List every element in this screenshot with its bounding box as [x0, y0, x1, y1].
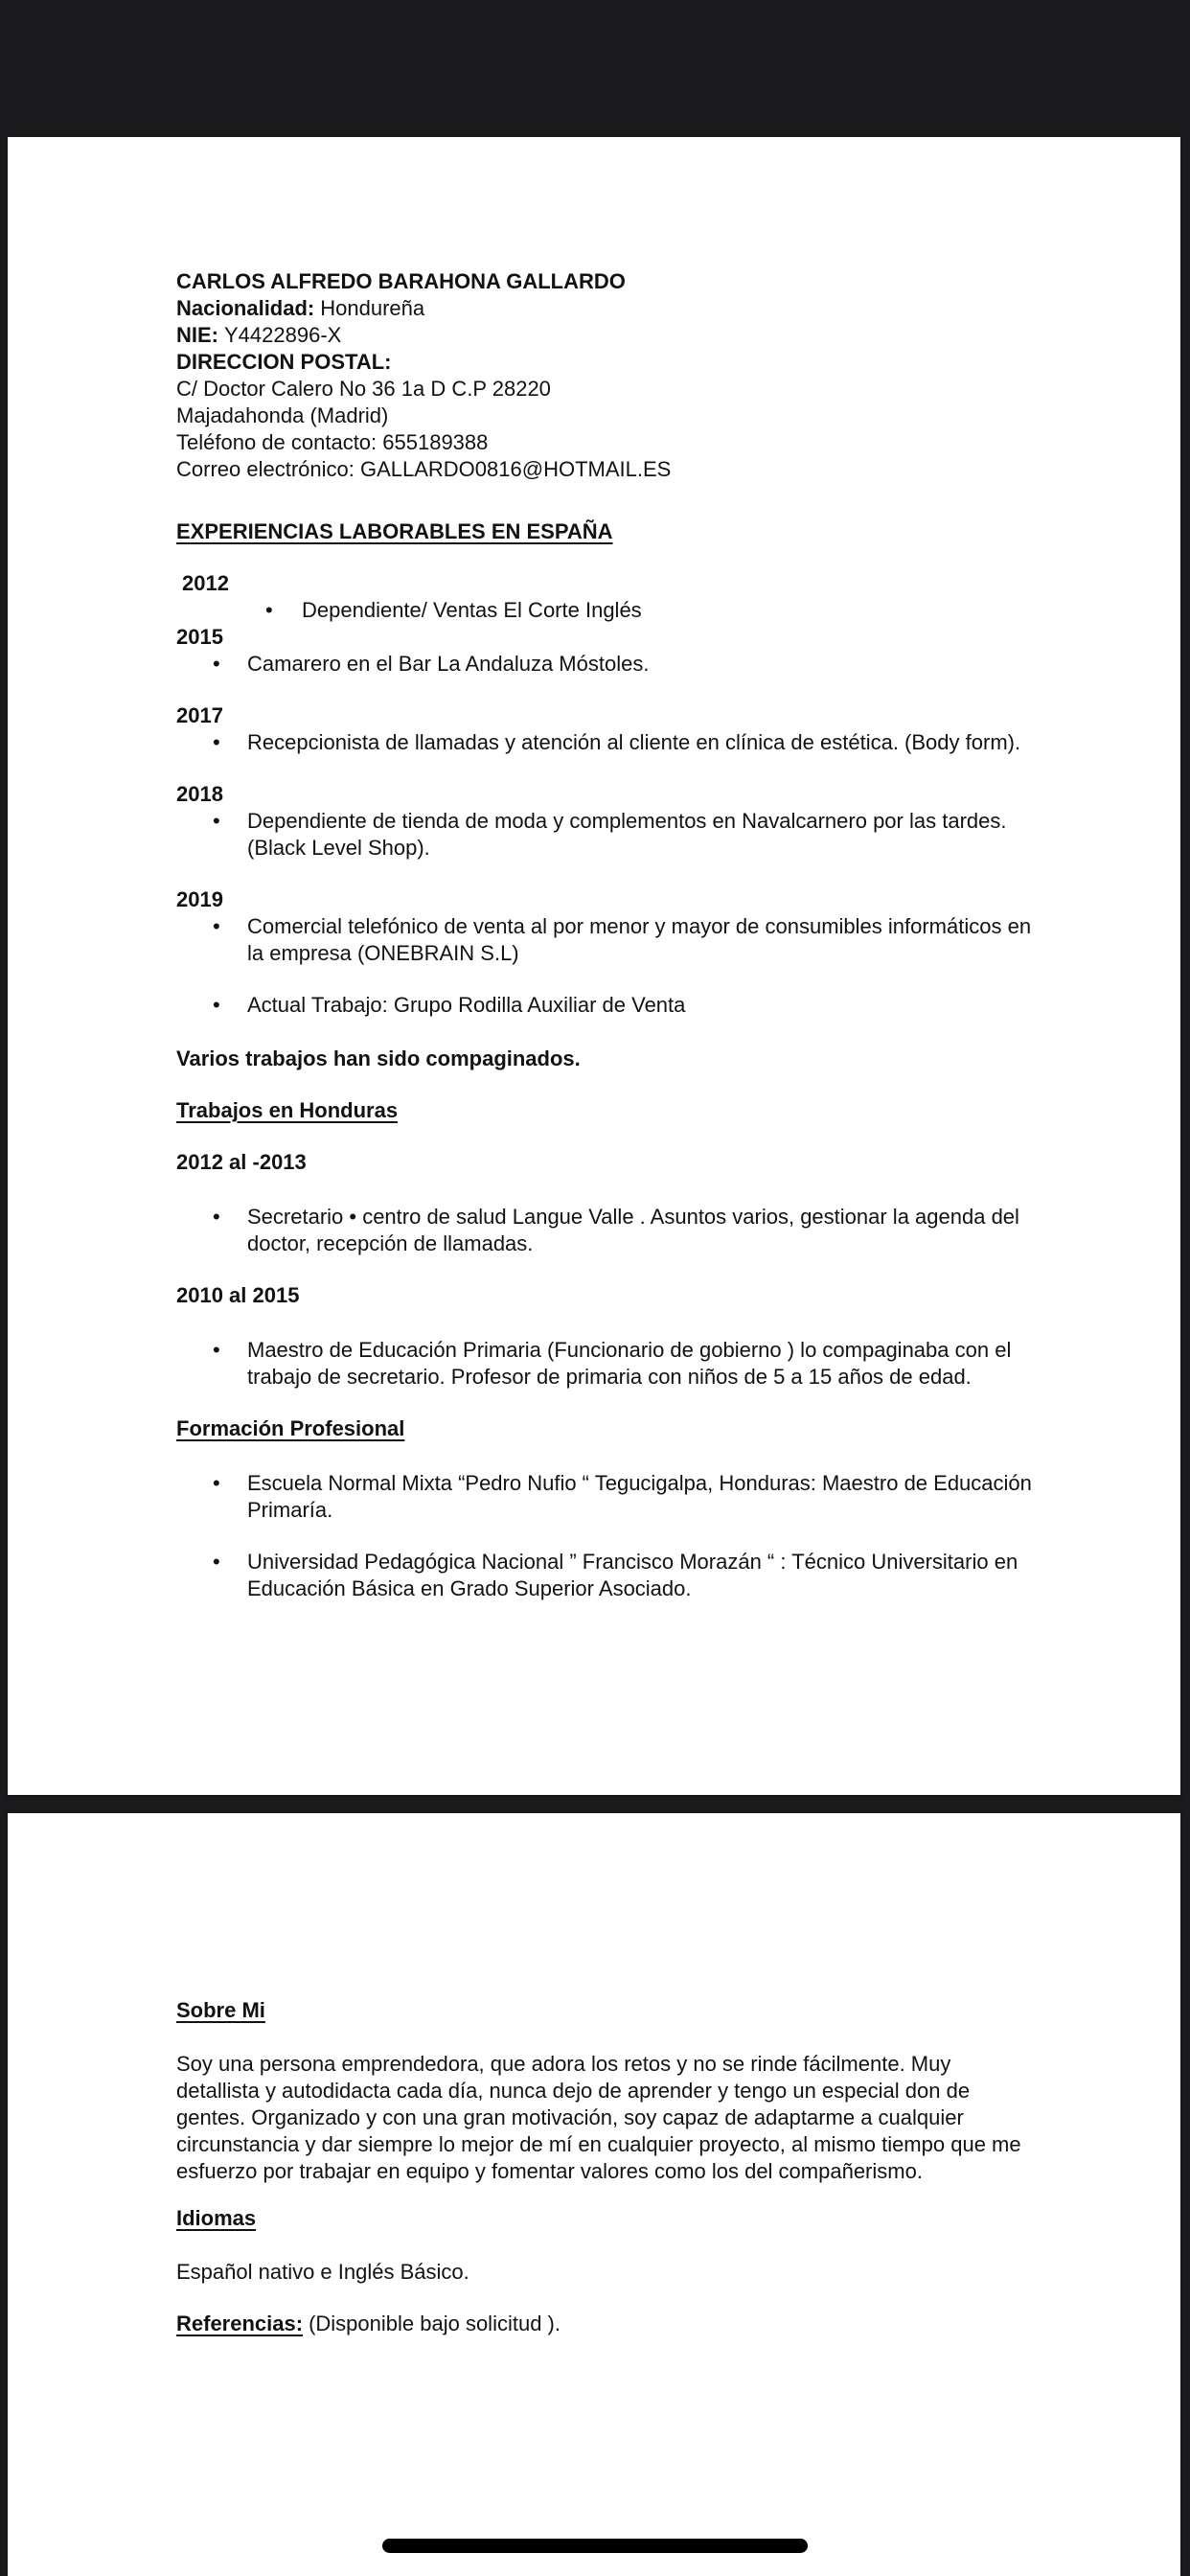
- person-name: CARLOS ALFREDO BARAHONA GALLARDO: [176, 269, 626, 293]
- address-line-1: C/ Doctor Calero No 36 1a D C.P 28220: [176, 377, 551, 401]
- job-bullet: [176, 913, 1033, 967]
- address-line-2: Majadahonda (Madrid): [176, 403, 389, 427]
- job-bullet-text: Comercial telefónico de venta al por menor y mayor de consumibles informáticos en la empresa (ONEBRAIN S.L): [247, 914, 1032, 965]
- section-heading-formacion-profesional: Formación Profesional: [176, 1416, 405, 1440]
- nationality-value: Hondureña: [320, 296, 425, 320]
- job-bullet-text: Camarero en el Bar La Andaluza Móstoles.: [247, 652, 650, 676]
- job-year: 2017: [176, 703, 223, 727]
- section-heading-sobre-mi: Sobre Mi: [176, 1998, 265, 2022]
- job-bullet: [176, 729, 1033, 756]
- job-year: 2018: [176, 782, 223, 806]
- job-bullet: [176, 1337, 1033, 1391]
- job-year: 2012: [182, 571, 229, 595]
- job-bullet-text: Secretario • centro de salud Langue Valle . Asuntos varios, gestionar la agenda del doctor, recepción de llamadas.: [247, 1205, 1019, 1255]
- page-1-content: [8, 137, 1180, 1602]
- job-bullet: [176, 597, 1033, 624]
- job-bullet: [176, 992, 1033, 1019]
- languages-line: Español nativo e Inglés Básico.: [176, 2260, 469, 2284]
- job-year: 2019: [176, 887, 223, 911]
- education-bullet-text: Escuela Normal Mixta “Pedro Nufio “ Tegucigalpa, Honduras: Maestro de Educación Primaría.: [247, 1471, 1032, 1522]
- job-bullet-text: Recepcionista de llamadas y atención al cliente en clínica de estética. (Body form).: [247, 730, 1021, 754]
- job-period: 2010 al 2015: [176, 1283, 300, 1307]
- section-heading-idiomas: Idiomas: [176, 2206, 257, 2230]
- job-period: 2012 al -2013: [176, 1150, 307, 1174]
- references-line: [176, 2311, 1033, 2337]
- email-line: Correo electrónico: GALLARDO0816@HOTMAIL.ES: [176, 457, 672, 481]
- job-bullet-text: Dependiente/ Ventas El Corte Inglés: [302, 598, 642, 622]
- job-bullet: [176, 651, 1033, 678]
- job-bullet-text: Maestro de Educación Primaria (Funcionario de gobierno ) lo compaginaba con el trabajo de secretario. Profesor de primaria con niños de 5 a 15 años de edad.: [247, 1338, 1012, 1389]
- nie-value: Y4422896-X: [224, 323, 342, 347]
- about-paragraph: Soy una persona emprendedora, que adora los retos y no se rinde fácilmente. Muy detallista y autodidacta cada día, nunca dejo de aprender y tengo un especial don de gentes. Organizado y con una gran motivación, soy capaz de adaptarme a cualquier circunstancia y dar siempre lo mejor de mí en cualquier proyecto, al mismo tiempo que me esfuerzo por trabajar en equipo y fomentar valores como los del compañerismo.: [176, 2052, 1021, 2183]
- job-year: 2015: [176, 625, 223, 649]
- home-indicator[interactable]: [382, 2539, 808, 2553]
- postal-address-label: DIRECCION POSTAL:: [176, 350, 392, 374]
- document-page-2: [8, 1813, 1180, 2576]
- document-page-1: [8, 137, 1180, 1795]
- job-bullet-text: Actual Trabajo: Grupo Rodilla Auxiliar de Venta: [247, 993, 686, 1017]
- nie-label: NIE:: [176, 323, 218, 347]
- education-bullet: [176, 1549, 1033, 1602]
- phone-line: Teléfono de contacto: 655189388: [176, 430, 489, 454]
- section-heading-trabajos-honduras: Trabajos en Honduras: [176, 1098, 399, 1122]
- section-heading-experiencias-espana: EXPERIENCIAS LABORABLES EN ESPAÑA: [176, 519, 613, 543]
- education-bullet-text: Universidad Pedagógica Nacional ” Francisco Morazán “ : Técnico Universitario en Educación Básica en Grado Superior Asociado.: [247, 1550, 1018, 1600]
- education-bullet: [176, 1470, 1033, 1524]
- nie-line: [176, 322, 1033, 349]
- references-label: Referencias:: [176, 2312, 304, 2335]
- nationality-label: Nacionalidad:: [176, 296, 315, 320]
- job-bullet: [176, 808, 1033, 862]
- job-bullet: [176, 1204, 1033, 1257]
- nationality-line: [176, 295, 1033, 322]
- references-value: (Disponible bajo solicitud ).: [309, 2312, 561, 2335]
- page-2-content: [8, 1813, 1180, 2337]
- jobs-note: Varios trabajos han sido compaginados.: [176, 1046, 581, 1070]
- job-bullet-text: Dependiente de tienda de moda y complementos en Navalcarnero por las tardes. (Black Level Shop).: [247, 809, 1007, 860]
